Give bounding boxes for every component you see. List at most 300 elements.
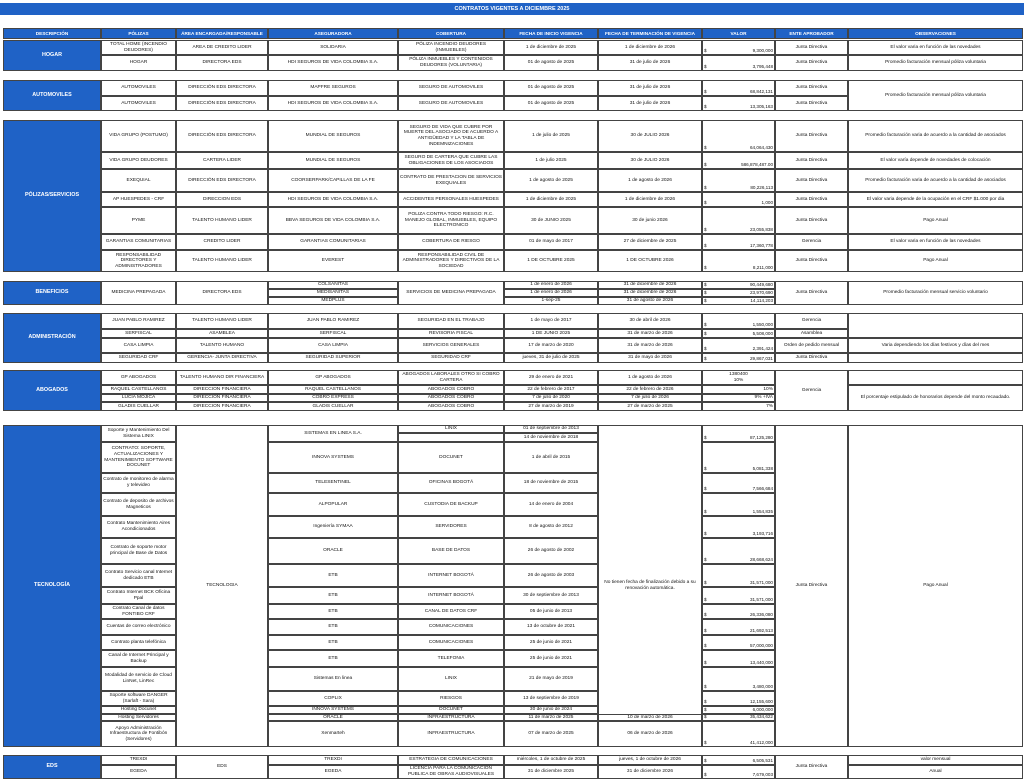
cell-aseguradora: ETB	[268, 650, 398, 667]
cell-valor	[702, 234, 775, 250]
cell-valor	[702, 353, 775, 363]
cell-aseguradora: SISTEMAS EN LINEA S.A.	[268, 425, 398, 442]
value-amount: 64,064,430	[750, 145, 773, 151]
value-amount: 80,226,113	[750, 185, 773, 191]
cell-ente: Junta Directiva	[775, 207, 848, 234]
value-amount: 3,480,000	[752, 684, 773, 690]
value-amount: 586,878,487.00	[741, 162, 773, 168]
currency-symbol: $	[704, 89, 707, 95]
cell-valor	[702, 169, 775, 192]
cell-aseguradora: ETB	[268, 564, 398, 587]
cell-aseguradora: GARANTIAS COMUNITARIAS	[268, 234, 398, 250]
section-hogar: HOGAR	[3, 40, 101, 71]
cell-descripcion: Contrato de deposito de archivos Magneticos	[101, 493, 176, 516]
cell-aseguradora: ORACLE	[268, 714, 398, 721]
cell-aseguradora: MUNDIAL DE SEGUROS	[268, 152, 398, 169]
cell-fin: 1 DE OCTUBRE 2026	[598, 250, 702, 272]
cell-descripcion: EGEDA	[101, 765, 176, 779]
currency-symbol: $	[704, 356, 707, 362]
cell-cobertura: PÓLIZA INMUEBLES Y CONTENIDOS DEUDORES (VOLUNTARIA)	[398, 55, 504, 71]
cell-descripcion: Hosting Servidores	[101, 714, 176, 721]
section-automoviles: AUTOMOVILES	[3, 80, 101, 111]
cell-aseguradora: ETB	[268, 619, 398, 635]
cell-inicio: 21 de mayo de 2019	[504, 667, 598, 691]
value-amount: 28,668,624	[750, 557, 773, 563]
section-abogados: ABOGADOS	[3, 370, 101, 411]
cell-descripcion: CONTRATO: SOPORTE, ACTUALIZACIONES Y MANTENIMIENTO SOFTWARE DOCUNET	[101, 442, 176, 473]
cell-cobertura: ABOGADOS COBRO	[398, 402, 504, 411]
cell-ente: Junta Directiva	[775, 55, 848, 71]
section-beneficios: BENEFICIOS	[3, 281, 101, 305]
currency-symbol: $	[704, 282, 707, 288]
value-amount: 3,193,716	[752, 531, 773, 537]
cell-inicio: 26 de agosto de 2002	[504, 538, 598, 564]
cell-fin-note: No tienen fecha de finalización debido a su renovación automática.	[598, 425, 702, 747]
cell-ente: Junta Directiva	[775, 40, 848, 55]
currency-symbol: $	[704, 346, 707, 352]
cell-aseguradora: Xenmarteh	[268, 721, 398, 747]
cell-inicio: 01 de septiembre de 2013	[504, 425, 598, 433]
cell-valor	[702, 120, 775, 152]
cell-cobertura: LICENCIA PARA LA COMUNICACIÓN PUBLICA DE OBRAS AUDIOVISUALES	[398, 765, 504, 779]
cell-area: CARTERA LIDER	[176, 152, 268, 169]
cell-valor	[702, 370, 775, 385]
cell-inicio: 01 de agosto de 2025	[504, 80, 598, 96]
cell-area: CREDITO LIDER	[176, 234, 268, 250]
cell-inicio: miércoles, 1 de octubre de 2025	[504, 755, 598, 765]
cell-aseguradora: EVEREST	[268, 250, 398, 272]
cell-fin: 31 de marzo de 2026	[598, 329, 702, 338]
value-amount: 13,305,163	[750, 104, 773, 110]
cell-poliza: RESPONSABILIDAD DIRECTORES Y ADMINISTRADORES	[101, 250, 176, 272]
currency-symbol: $	[704, 740, 707, 746]
cell-aseguradora: COLSANITAS	[268, 281, 398, 289]
cell-observaciones: Pago Anual	[848, 250, 1023, 272]
cell-fin: 06 de marzo de 2026	[598, 721, 702, 747]
cell-fin: jueves, 1 de octubre de 2026	[598, 755, 702, 765]
cell-inicio: 25 de junio de 2021	[504, 650, 598, 667]
cell-area: DIRECCION FINANCIERA	[176, 402, 268, 411]
cell-valor	[702, 442, 775, 473]
cell-cobertura: ACCIDENTES PERSONALES HUESPEDES	[398, 192, 504, 207]
cell-inicio: 1 de agosto de 2025	[504, 169, 598, 192]
cell-cobertura: SERVICIOS GENERALES	[398, 338, 504, 353]
cell-inicio: 13 de septiembre de 2019	[504, 691, 598, 706]
cell-observaciones: El valor varia en función de las novedades	[848, 40, 1023, 55]
cell-descripcion: Contrato Internet BCK Oficina Ppal	[101, 587, 176, 604]
cell-inicio: 31 de diciembre 2025	[504, 765, 598, 779]
value-amount: 68,842,131	[750, 89, 773, 95]
header-inicio: FECHA DE INICIO VIGENCIA	[504, 28, 598, 39]
currency-symbol: $	[704, 64, 707, 70]
value-amount: 1,550,000	[752, 322, 773, 328]
cell-descripcion: Soporte software DANGER (Sarlaft - Sara)	[101, 691, 176, 706]
value-amount: 87,125,280	[750, 435, 773, 441]
cell-valor	[702, 604, 775, 619]
cell-ente: Junta Directiva	[775, 353, 848, 363]
header-cobertura: COBERTURA	[398, 28, 504, 39]
cell-area: DIRECCIÓN EDS DIRECTORA	[176, 96, 268, 111]
cell-inicio: 26 de agosto de 2003	[504, 564, 598, 587]
cell-fin: 30 de junio 2026	[598, 207, 702, 234]
cell-observaciones: Promedio facturación mensual servicio voluntario	[848, 281, 1023, 305]
cell-aseguradora: BBVA SEGUROS DE VIDA COLOMBIA S.A.	[268, 207, 398, 234]
cell-observaciones: Promedio facturación varia de acuerdo a la cantidad de asociados	[848, 120, 1023, 152]
cell-valor	[702, 329, 775, 338]
cell-cobertura: COBERTURA DE RIESGO	[398, 234, 504, 250]
cell-area: TALENTO HUMANO LIDER	[176, 207, 268, 234]
cell-aseguradora: GP ABOGADOS	[268, 370, 398, 385]
cell-observaciones: Promedio facturación mensual póliza voluntaria	[848, 55, 1023, 71]
cell-inicio: 14 de enero de 2004	[504, 493, 598, 516]
cell-inicio: 17 de marzo de 2020	[504, 338, 598, 353]
cell-ente: Junta Directiva	[775, 80, 848, 96]
cell-valor	[702, 207, 775, 234]
cell-observaciones	[848, 370, 1023, 385]
cell-inicio: 1 de enero de 2026	[504, 281, 598, 289]
currency-symbol: $	[704, 227, 707, 233]
currency-symbol: $	[704, 684, 707, 690]
cell-ente: Gerencia	[775, 313, 848, 329]
cell-descripcion: Modalidad de servicio de Cloud LinNet, LinRec	[101, 667, 176, 691]
cell-fin: 27 de diciembre de 2025	[598, 234, 702, 250]
value-amount: 35,434,622	[750, 714, 773, 720]
cell-valor	[702, 587, 775, 604]
cell-cobertura: ABOGADOS COBRO	[398, 385, 504, 394]
cell-observaciones	[848, 353, 1023, 363]
cell-inicio: 1 de diciembre de 2025	[504, 40, 598, 55]
cell-aseguradora: COBRO EXPRESS	[268, 394, 398, 402]
cell-aseguradora: EGEDA	[268, 765, 398, 779]
cell-cobertura: SERVIDORES	[398, 516, 504, 538]
cell-poliza: HOGAR	[101, 55, 176, 71]
value-amount: 2,391,424	[752, 346, 773, 352]
value-amount: 12,155,600	[750, 699, 773, 705]
cell-valor	[702, 516, 775, 538]
cell-aseguradora: MEDPLUS	[268, 297, 398, 305]
cell-descripcion: TREXDI	[101, 755, 176, 765]
currency-symbol: $	[704, 200, 707, 206]
cell-valor	[702, 564, 775, 587]
value-amount: 9,300,000	[752, 48, 773, 54]
cell-aseguradora: JUAN PABLO RAMIREZ	[268, 313, 398, 329]
cell-inicio: 05 de junio de 2013	[504, 604, 598, 619]
cell-valor	[702, 250, 775, 272]
cell-inicio: 01 de agosto de 2025	[504, 55, 598, 71]
cell-descripcion: Contrato de monitoreo de alarma y televideo	[101, 473, 176, 493]
cell-poliza: LUCIA MOJICA	[101, 394, 176, 402]
cell-ente: Junta Directiva	[775, 250, 848, 272]
cell-inicio: 14 de noviembre de 2018	[504, 433, 598, 442]
value-amount: 41,412,000	[750, 740, 773, 746]
cell-poliza: GARANTIAS COMUNITARIAS	[101, 234, 176, 250]
cell-cobertura: INFRAESTRUCTURA	[398, 714, 504, 721]
currency-symbol: $	[704, 331, 707, 337]
cell-aseguradora: MEDISANITAS	[268, 289, 398, 297]
value-amount: 1,554,835	[752, 509, 773, 515]
currency-symbol: $	[704, 435, 707, 441]
cell-area: DIRECCION EDS	[176, 192, 268, 207]
cell-valor	[702, 538, 775, 564]
cell-ente: Junta Directiva	[775, 152, 848, 169]
value-amount: 26,336,080	[750, 612, 773, 618]
section-eds: EDS	[3, 755, 101, 779]
cell-inicio: 01 de agosto de 2025	[504, 96, 598, 111]
cell-inicio: 1 de mayo de 2017	[504, 313, 598, 329]
cell-inicio: 13 de octubre de 2021	[504, 619, 598, 635]
value-amount: 31,571,000	[750, 580, 773, 586]
cell-area: GERENCIA- JUNTA DIRECTIVA	[176, 353, 268, 363]
cell-poliza: AUTOMOVILES	[101, 96, 176, 111]
cell-fin: 31 de diciembre de 2026	[598, 289, 702, 297]
cell-ente: Junta Directiva	[775, 96, 848, 111]
value-amount: 1380400	[729, 371, 748, 377]
cell-observaciones: El valor varía depende de novedades de colocación	[848, 152, 1023, 169]
cell-aseguradora: COORSERPARK/CAPILLAS DE LA FE	[268, 169, 398, 192]
cell-aseguradora: HDI SEGUROS DE VIDA COLOMBIA S.A.	[268, 192, 398, 207]
cell-fin: 1 de diciembre de 2026	[598, 40, 702, 55]
cell-cobertura: COMUNICACIONES	[398, 619, 504, 635]
cell-valor	[702, 152, 775, 169]
cell-observaciones: Promedio facturación mensual póliza voluntaria	[848, 80, 1023, 111]
cell-descripcion: Soporte y Mantenimiento Del Sistema LINIX	[101, 425, 176, 442]
cell-inicio: 22 de febrero de 2017	[504, 385, 598, 394]
cell-cobertura: COMUNICACIONES	[398, 635, 504, 650]
cell-poliza: MEDICINA PREPAGADA	[101, 281, 176, 305]
section-tecnologia: TECNOLOGÍA	[3, 425, 101, 747]
value-amount: 57,000,000	[750, 643, 773, 649]
cell-inicio: 1-sep-25	[504, 297, 598, 305]
cell-valor	[702, 55, 775, 71]
cell-aseguradora: SOLIDARIA	[268, 40, 398, 55]
cell-inicio: 27 de marzo de 2019	[504, 402, 598, 411]
cell-poliza: CASA LIMPIA	[101, 338, 176, 353]
cell-fin: 31 de diciembre de 2026	[598, 281, 702, 289]
cell-cobertura: OFICINAS BOGOTÁ	[398, 473, 504, 493]
cell-aseguradora: INNOVA SYSTEMS	[268, 706, 398, 714]
currency-symbol: $	[704, 322, 707, 328]
section-polizas: PÓLIZAS/SERVICIOS	[3, 120, 101, 272]
cell-valor	[702, 721, 775, 747]
cell-fin: 30 de abril de 2026	[598, 313, 702, 329]
cell-observaciones	[848, 313, 1023, 338]
cell-valor	[702, 619, 775, 635]
value-amount: 90,449,680	[750, 282, 773, 288]
cell-area: DIRECCION FINANCIERA	[176, 385, 268, 394]
cell-poliza: RAQUEL CASTELLANOS	[101, 385, 176, 394]
cell-cobertura: INFRAESTRUCTURA	[398, 721, 504, 747]
cell-inicio: 01 de mayo de 2017	[504, 234, 598, 250]
cell-aseguradora: MUNDIAL DE SEGUROS	[268, 120, 398, 152]
cell-cobertura: ABOGADOS LABORALES OTRO SI COBRO CARTERA	[398, 370, 504, 385]
cell-valor	[702, 691, 775, 706]
cell-descripcion: Hosting Docunet	[101, 706, 176, 714]
cell-cobertura: SERVICIOS DE MEDICINA PREPAGADA	[398, 281, 504, 305]
cell-cobertura: SEGURO DE CARTERA QUE CUBRE LAS OBLIGACIONES DE LOS ASOCIADOS	[398, 152, 504, 169]
cell-aseguradora: SERFISCAL	[268, 329, 398, 338]
cell-inicio: 1 DE JUNIO 2025	[504, 329, 598, 338]
header-area: ÁREA ENCARGADA/RESPONSABLE	[176, 28, 268, 39]
header-descripcion: DESCRIPCIÓN	[3, 28, 101, 39]
currency-symbol: $	[704, 509, 707, 515]
currency-symbol: $	[704, 162, 707, 168]
cell-poliza: SERFISCAL	[101, 329, 176, 338]
cell-cobertura: CONTRATO DE PRESTACION DE SERVICIOS EXEQUIALES	[398, 169, 504, 192]
cell-observaciones: El valor varia depende de la ocupación en el CRF $1.000 por dia	[848, 192, 1023, 207]
cell-cobertura: PÓLIZA INCENDIO DEUDORES (INMUEBLES)	[398, 40, 504, 55]
value-percent: 10%	[733, 377, 744, 383]
currency-symbol: $	[704, 660, 707, 666]
cell-descripcion: Canal de Internet Principal y Backup	[101, 650, 176, 667]
cell-aseguradora: ORACLE	[268, 538, 398, 564]
cell-cobertura: ESTRATEGIA DE COMUNICACIONES	[398, 755, 504, 765]
cell-poliza: TOTAL HOME (INCENDIO DEUDORES)	[101, 40, 176, 55]
value-amount: 21,692,513	[750, 628, 773, 634]
cell-observaciones: Pago Anual	[848, 425, 1023, 747]
cell-descripcion: Contrato Mantenimiento Aires Acondicionados	[101, 516, 176, 538]
currency-symbol: $	[704, 643, 707, 649]
cell-valor	[702, 96, 775, 111]
cell-cobertura: SEGURO DE VIDA QUE CUBRE POR MUERTE DEL ASOCIADO DE ACUERDO A ANTIGÜEDAD Y LA TABLA DE INDEMNIZACIONES	[398, 120, 504, 152]
cell-poliza: SEGURIDAD CRF	[101, 353, 176, 363]
cell-valor: 9% +IVA	[702, 394, 775, 402]
cell-poliza: AP HUESPEDES - CRF	[101, 192, 176, 207]
cell-inicio: 07 de marzo de 2025	[504, 721, 598, 747]
currency-symbol: $	[704, 290, 707, 296]
header-polizas: PÓLIZAS	[101, 28, 176, 39]
cell-valor	[702, 473, 775, 493]
cell-area: DIRECTORA EDS	[176, 55, 268, 71]
cell-inicio: 30 de JUNIO 2025	[504, 207, 598, 234]
cell-valor	[702, 40, 775, 55]
header-terminacion: FECHA DE TERMINACIÓN DE VIGENCIA	[598, 28, 702, 39]
cell-valor	[702, 192, 775, 207]
cell-ente: Junta Directiva	[775, 425, 848, 747]
cell-aseguradora: HDI SEGUROS DE VIDA COLOMBIA S.A.	[268, 55, 398, 71]
cell-poliza: EXEQUIAL	[101, 169, 176, 192]
cell-aseguradora: Sistemas En linea	[268, 667, 398, 691]
cell-aseguradora: MAPFRE SEGUROS	[268, 80, 398, 96]
cell-area: TALENTO HUMANO LIDER	[176, 250, 268, 272]
cell-cobertura: LINIX	[398, 667, 504, 691]
cell-inicio: 1 de diciembre de 2025	[504, 192, 598, 207]
cell-area: DIRECCION FINANCIERA	[176, 394, 268, 402]
cell-area: DIRECCIÓN EDS DIRECTORA	[176, 80, 268, 96]
cell-inicio: jueves, 31 de julio de 2025	[504, 353, 598, 363]
cell-fin: 1 de agosto de 2026	[598, 169, 702, 192]
cell-inicio: 1 de julio 2025	[504, 152, 598, 169]
cell-ente: Junta Directiva	[775, 169, 848, 192]
cell-area: EDS	[176, 755, 268, 779]
cell-cobertura: REVISORIA FISCAL	[398, 329, 504, 338]
cell-fin: 30 de JULIO 2026	[598, 120, 702, 152]
cell-cobertura: POLIZA CONTRA TODO RIESGO: R.C. MANEJO GLOBAL, INMUEBLES, EQUIPO ELECTRONICO	[398, 207, 504, 234]
cell-cobertura: INTERNET BOGOTÁ	[398, 587, 504, 604]
cell-poliza: VIDA GRUPO DEUDORES	[101, 152, 176, 169]
value-amount: 23,055,838	[750, 227, 773, 233]
value-amount: 13,440,000	[750, 660, 773, 666]
currency-symbol: $	[704, 628, 707, 634]
cell-fin: 31 de agosto de 2026	[598, 297, 702, 305]
contracts-table	[3, 0, 1023, 782]
cell-fin: 31 de mayo de 2026	[598, 353, 702, 363]
currency-symbol: $	[704, 48, 707, 54]
cell-cobertura: BASE DE DATOS	[398, 538, 504, 564]
value-amount: 29,867,031	[750, 356, 773, 362]
value-amount: 7,566,684	[752, 486, 773, 492]
cell-fin: 10 de marzo de 2026	[598, 714, 702, 721]
header-aseguradora: ASEGURADORA	[268, 28, 398, 39]
cell-cobertura: ABOGADOS COBRO	[398, 394, 504, 402]
value-amount: 6,000,000	[752, 707, 773, 713]
cell-cobertura: DOCUNET	[398, 442, 504, 473]
cell-fin: 1 de agosto de 2026	[598, 370, 702, 385]
cell-fin: 31 de diciembre 2026	[598, 765, 702, 779]
currency-symbol: $	[704, 265, 707, 271]
cell-inicio: 11 de marzo de 2025	[504, 714, 598, 721]
cell-inicio: 1 DE OCTUBRE 2025	[504, 250, 598, 272]
cell-observaciones: El valor varia en función de las novedades	[848, 234, 1023, 250]
cell-inicio: 8 de agosto de 2012	[504, 516, 598, 538]
currency-symbol: $	[704, 486, 707, 492]
cell-fin: 30 de JULIO 2026	[598, 152, 702, 169]
currency-symbol: $	[704, 714, 707, 720]
currency-symbol: $	[704, 531, 707, 537]
currency-symbol: $	[704, 298, 707, 304]
currency-symbol: $	[704, 243, 707, 249]
value-amount: 17,360,778	[750, 243, 773, 249]
cell-cobertura: SEGURO DE AUTOMOVILES	[398, 96, 504, 111]
header-observaciones: OBSERVACIONES	[848, 28, 1023, 39]
cell-descripcion: Contrato de soporte motor principal de Base de Datos	[101, 538, 176, 564]
cell-fin: 31 de julio de 2026	[598, 55, 702, 71]
cell-poliza: GP ABOGADOS	[101, 370, 176, 385]
cell-cobertura: SEGURO DE AUTOMOVILES	[398, 80, 504, 96]
cell-valor	[702, 650, 775, 667]
section-administracion: ADMINISTRACIÓN	[3, 313, 101, 363]
currency-symbol: $	[704, 145, 707, 151]
value-amount: 5,081,338	[752, 466, 773, 472]
currency-symbol: $	[704, 612, 707, 618]
currency-symbol: $	[704, 104, 707, 110]
cell-ente: Asamblea	[775, 329, 848, 338]
currency-symbol: $	[704, 772, 707, 778]
cell-ente: Junta Directiva	[775, 281, 848, 305]
cell-poliza: AUTOMOVILES	[101, 80, 176, 96]
cell-area: ASAMBLEA	[176, 329, 268, 338]
cell-observaciones: Varia dependiendo los días festivos y días del mes	[848, 338, 1023, 353]
cell-inicio: 1 de abril de 2015	[504, 442, 598, 473]
cell-area: TALENTO HUMANO DIR FINANCIERA	[176, 370, 268, 385]
cell-valor	[702, 635, 775, 650]
cell-valor	[702, 425, 775, 442]
cell-fin: 27 de marzo de 2025	[598, 402, 702, 411]
cell-cobertura: DOCUNET	[398, 706, 504, 714]
currency-symbol: $	[704, 699, 707, 705]
currency-symbol: $	[704, 185, 707, 191]
cell-poliza: GLADIS CUELLAR	[101, 402, 176, 411]
cell-fin: 31 de julio de 2026	[598, 96, 702, 111]
cell-cobertura: RESPONSABILIDAD CIVIL DE ADMINISTRADORES Y DIRECTIVOS DE LA SOCIEDAD	[398, 250, 504, 272]
cell-area: DIRECCIÓN EDS DIRECTORA	[176, 169, 268, 192]
cell-descripcion: Apoyo Administración Infraestructura de Fontibón (Servidores)	[101, 721, 176, 747]
cell-fin: 22 de febrero de 2026	[598, 385, 702, 394]
cell-area: DIRECTORA EDS	[176, 281, 268, 305]
cell-descripcion: Contrato Servicio canal Internet dedicado ETB	[101, 564, 176, 587]
cell-inicio: 7 de julio de 2020	[504, 394, 598, 402]
cell-aseguradora: INNOVA SYSTEMS	[268, 442, 398, 473]
cell-observaciones: El porcentaje estipulado de honorarios depende del monto recaudado.	[848, 385, 1023, 411]
